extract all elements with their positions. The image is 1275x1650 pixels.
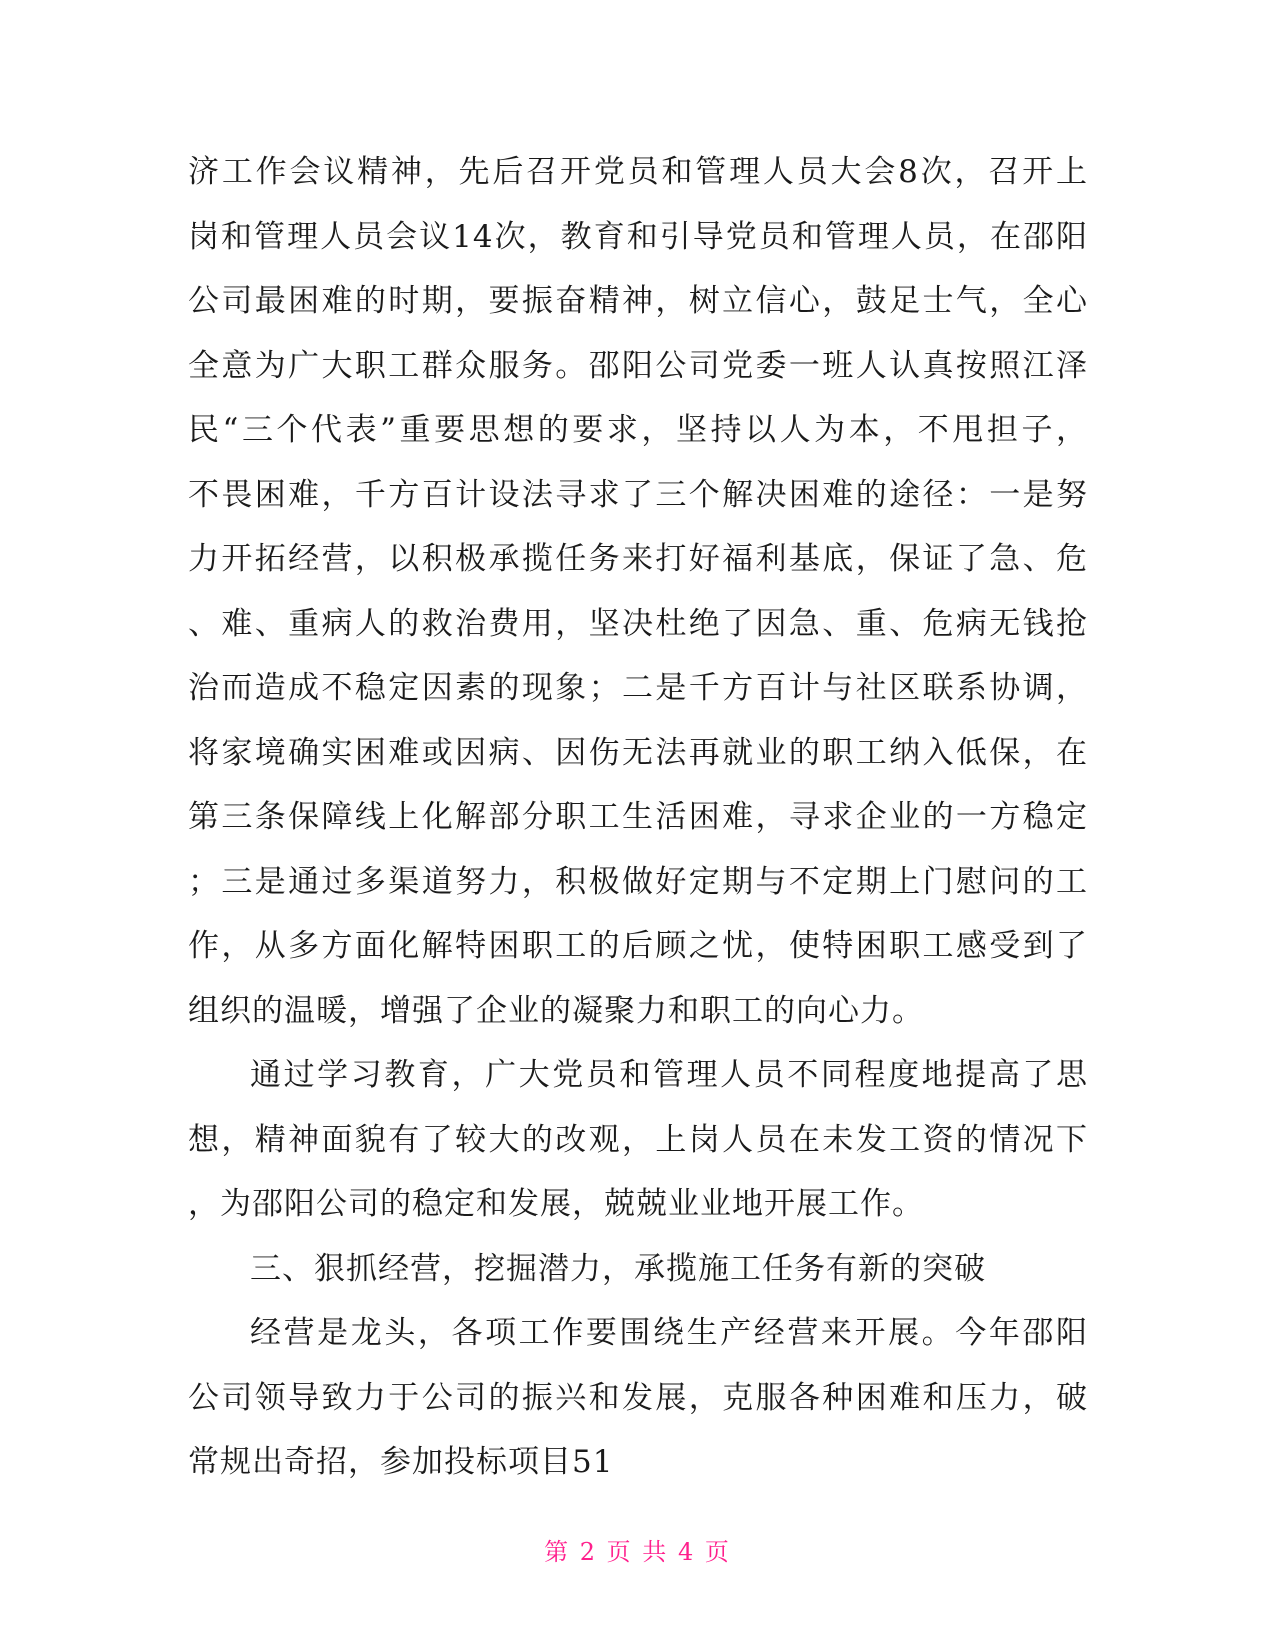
text-line-11: 第三条保障线上化解部分职工生活困难，寻求企业的一方稳定 [188,799,1088,835]
text-line-13: 作，从多方面化解特困职工的后顾之忧，使特困职工感受到了 [188,928,1088,964]
text-line-12: ；三是通过多渠道努力，积极做好定期与不定期上门慰问的工 [188,863,1088,900]
text-line-20: 公司领导致力于公司的振兴和发展，克服各种困难和压力，破 [188,1379,1088,1416]
text-line-21: 常规出奇招，参加投标项目51 [188,1444,614,1480]
section-heading: 三、狠抓经营，挖掘潜力，承揽施工任务有新的突破 [250,1250,986,1287]
body-text [188,140,1088,1495]
text-line-10: 将家境确实困难或因病、因伤无法再就业的职工纳入低保，在 [188,734,1088,771]
text-line-9: 治而造成不稳定因素的现象；二是千方百计与社区联系协调， [188,670,1088,706]
text-line-6: 不畏困难，千方百计设法寻求了三个解决困难的途径：一是努 [188,476,1088,513]
text-line-17: ，为邵阳公司的稳定和发展，兢兢业业地开展工作。 [188,1186,924,1222]
text-line-14: 组织的温暖，增强了企业的凝聚力和职工的向心力。 [188,992,924,1029]
text-line-5: 民“三个代表”重要思想的要求，坚持以人为本，不甩担子， [188,412,1088,448]
text-line-19: 经营是龙头，各项工作要围绕生产经营来开展。今年邵阳 [250,1315,1088,1351]
text-line-15: 通过学习教育，广大党员和管理人员不同程度地提高了思 [250,1057,1088,1093]
text-line-7: 力开拓经营，以积极承揽任务来打好福利基底，保证了急、危 [188,541,1088,577]
page-number-footer: 第 2 页 共 4 页 [544,1538,731,1566]
text-line-16: 想，精神面貌有了较大的改观，上岗人员在未发工资的情况下 [188,1121,1088,1158]
text-line-8: 、难、重病人的救治费用，坚决杜绝了因急、重、危病无钱抢 [188,605,1088,642]
text-line-1: 济工作会议精神，先后召开党员和管理人员大会8次，召开上 [188,154,1088,190]
text-line-4: 全意为广大职工群众服务。邵阳公司党委一班人认真按照江泽 [188,347,1088,384]
text-line-2: 岗和管理人员会议14次，教育和引导党员和管理人员，在邵阳 [188,218,1088,255]
text-line-3: 公司最困难的时期，要振奋精神，树立信心，鼓足士气，全心 [188,283,1088,319]
